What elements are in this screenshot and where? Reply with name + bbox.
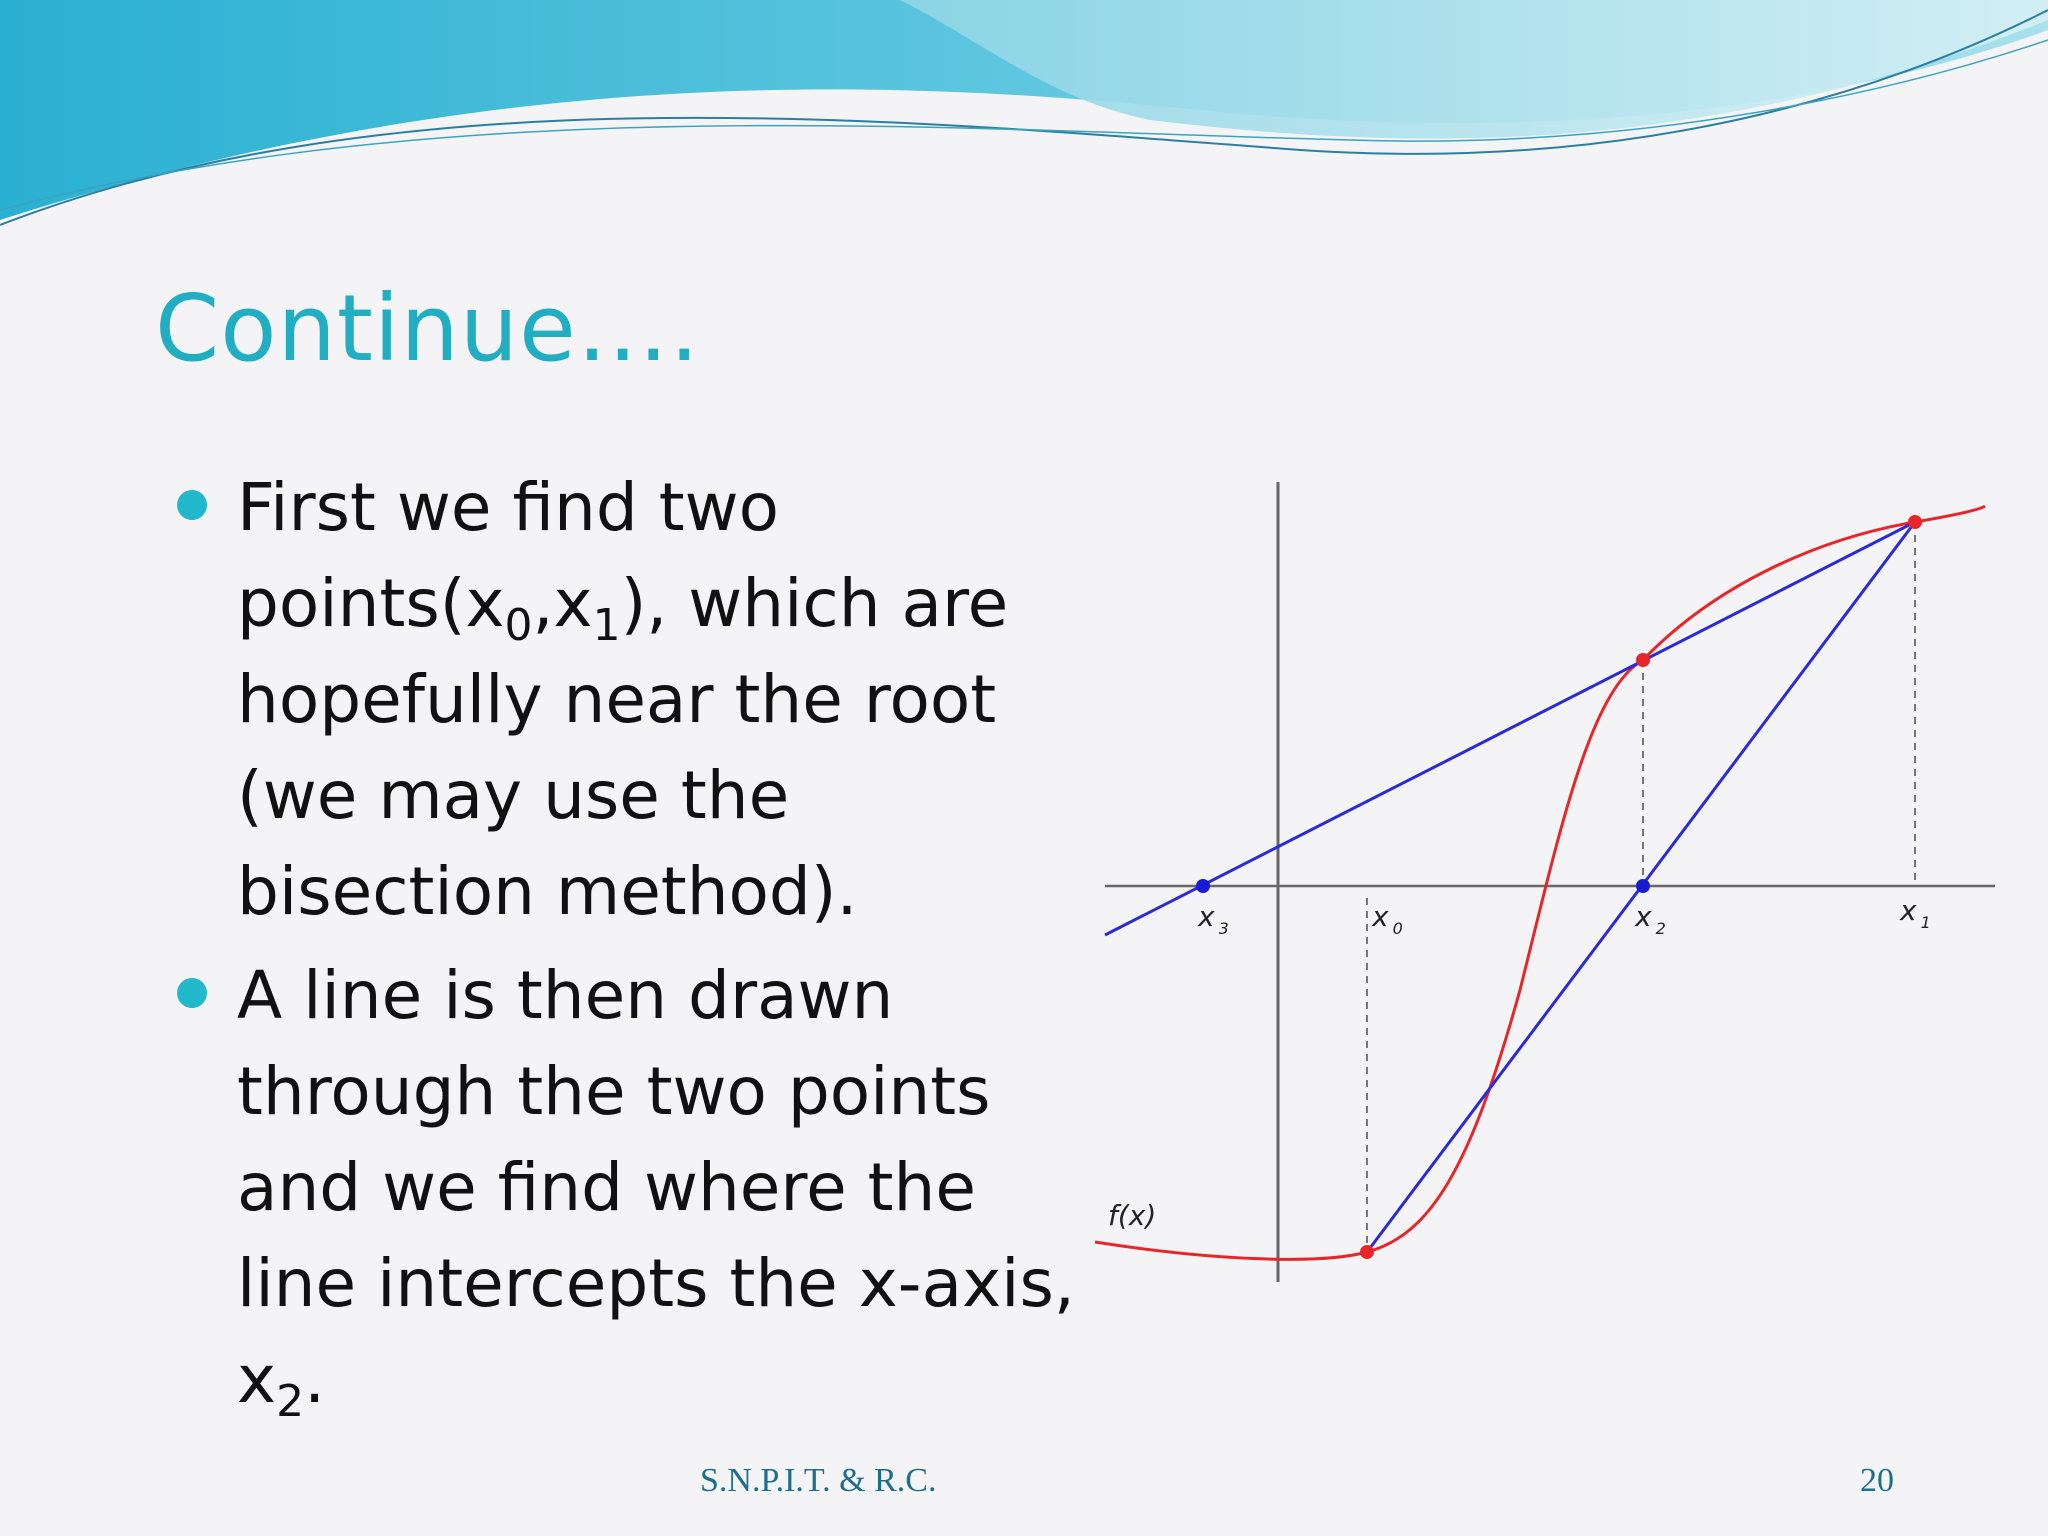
point-f-x2	[1636, 653, 1650, 667]
bullet-list	[175, 460, 1075, 1436]
label-fx: f(x)	[1108, 1199, 1157, 1232]
bullet-text: .	[304, 1341, 326, 1418]
bullet-dot-icon	[177, 490, 207, 520]
secant-method-diagram	[1090, 470, 2010, 1300]
label-x3: x $_3$	[1198, 900, 1229, 938]
label-x2: x $_2$	[1635, 900, 1666, 938]
secant-line-x1-x2	[1105, 522, 1915, 935]
bullet-text: First we find two points(x	[237, 469, 779, 642]
bullet-text: A line is then drawn through the two points and we find where the line intercepts the x-axis, x	[237, 957, 1075, 1418]
footer-organization: S.N.P.I.T. & R.C.	[700, 1462, 937, 1499]
header-wave-decoration	[0, 0, 2048, 240]
bullet-item-first-points	[175, 460, 1075, 940]
slide-title: Continue….	[155, 275, 700, 382]
bullet-dot-icon	[177, 978, 207, 1008]
subscript: 0	[504, 600, 533, 651]
point-x3-root	[1196, 879, 1210, 893]
bullet-text: ,x	[532, 565, 593, 642]
slide-number: 20	[1860, 1462, 1894, 1499]
point-x2-root	[1636, 879, 1650, 893]
bullet-item-line-drawn	[175, 948, 1075, 1428]
point-f-x1	[1908, 515, 1922, 529]
bullet-text: ), which are hopefully near the root (we may use the bisection method).	[237, 565, 1009, 930]
subscript: 2	[276, 1376, 305, 1427]
label-x1: x $_1$	[1900, 894, 1931, 932]
function-curve	[1095, 506, 1985, 1259]
point-f-x0	[1360, 1245, 1374, 1259]
label-x0: x $_0$	[1372, 900, 1403, 938]
subscript: 1	[592, 600, 621, 651]
